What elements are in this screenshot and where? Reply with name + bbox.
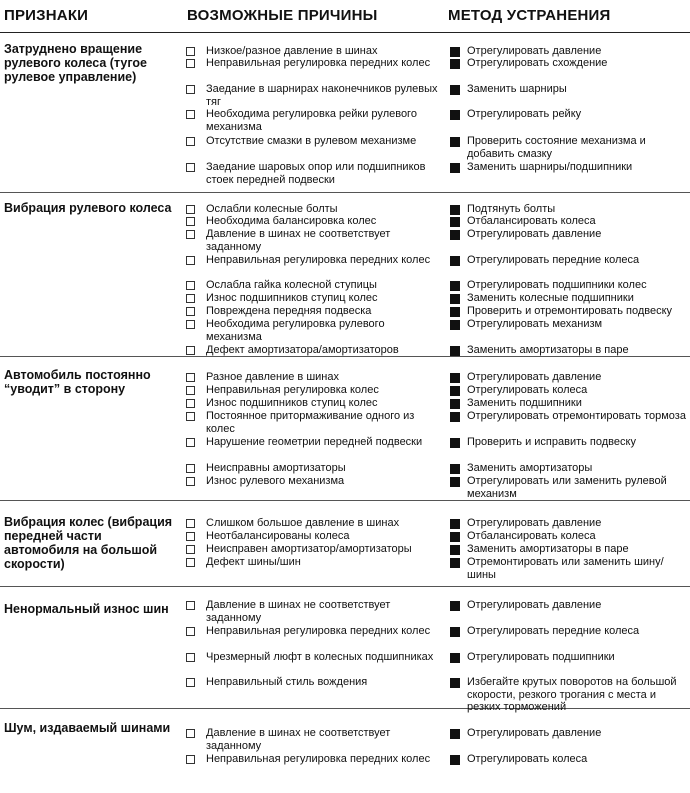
remedy-text: Отрегулировать рейку [467,108,582,120]
cause-checkbox [186,464,195,473]
cause-text: Неправильный стиль вождения [206,676,368,688]
cause-text: Неправильная регулировка передних колес [206,753,431,765]
remedy-text: Отрегулировать колеса [467,753,588,765]
cause-text: Разное давление в шинах [206,371,339,383]
symptom-title: Вибрация колес (вибрация передней части автомобиля на большой скорости) [4,515,173,571]
cause-text: Отсутствие смазки в рулевом механизме [206,135,417,147]
remedy-text: Заменить подшипники [467,397,582,409]
symptom-title: Шум, издаваемый шинами [4,721,171,735]
cause-text: Постоянное притормаживание одного из колес [206,410,415,435]
section [0,587,690,713]
remedy-bullet [450,464,460,474]
remedy-text: Отрегулировать передние колеса [467,254,640,266]
remedy-bullet [450,477,460,487]
remedy-text: Отрегулировать давление [467,517,602,529]
cause-checkbox [186,205,195,214]
symptom-title: Затруднено вращение рулевого колеса (тугое рулевое управление) [4,42,147,84]
cause-text: Необходима регулировка рейки рулевого механизма [206,108,417,133]
cause-checkbox [186,601,195,610]
symptom-title: Автомобиль постоянно “уводит” в сторону [4,368,151,396]
symptom-title: Ненормальный износ шин [4,602,169,616]
remedy-bullet [450,373,460,383]
cause-text: Чрезмерный люфт в колесных подшипниках [206,651,434,663]
remedy-text: Заменить амортизаторы в паре [467,543,629,555]
remedy-text: Отбалансировать колеса [467,215,596,227]
cause-checkbox [186,558,195,567]
cause-text: Неисправен амортизатор/амортизаторы [206,543,412,555]
cause-checkbox [186,627,195,636]
remedy-text: Отрегулировать колеса [467,384,588,396]
cause-checkbox [186,519,195,528]
section [0,357,690,501]
remedy-text: Отрегулировать или заменить рулевой механизм [467,475,667,500]
remedy-bullet [450,59,460,69]
remedy-text: Отбалансировать колеса [467,530,596,542]
remedy-text: Отрегулировать давление [467,727,602,739]
cause-text: Давление в шинах не соответствует заданному [206,228,391,253]
section [0,193,690,357]
cause-checkbox [186,294,195,303]
remedy-text: Заменить шарниры [467,83,567,95]
remedy-text: Отрегулировать отремонтировать тормоза [467,410,686,422]
cause-checkbox [186,281,195,290]
cause-text: Неисправны амортизаторы [206,462,346,474]
remedy-text: Отрегулировать подшипники [467,651,615,663]
remedy-text: Проверить и отремонтировать подвеску [467,305,673,317]
cause-checkbox [186,729,195,738]
section [0,33,690,193]
remedy-bullet [450,346,460,356]
remedy-bullet [450,601,460,611]
remedy-bullet [450,438,460,448]
remedy-text: Отрегулировать давление [467,45,602,57]
table-header [0,0,690,33]
cause-checkbox [186,755,195,764]
cause-checkbox [186,217,195,226]
cause-text: Слишком большое давление в шинах [206,517,400,529]
remedy-text: Отрегулировать давление [467,371,602,383]
remedy-text: Отрегулировать передние колеса [467,625,640,637]
cause-checkbox [186,230,195,239]
cause-text: Неправильная регулировка передних колес [206,254,431,266]
cause-checkbox [186,256,195,265]
remedy-bullet [450,47,460,57]
remedy-bullet [450,399,460,409]
remedy-text: Отрегулировать подшипники колес [467,279,647,291]
cause-checkbox [186,386,195,395]
cause-text: Ослабла гайка колесной ступицы [206,279,377,291]
remedy-text: Отрегулировать схождение [467,57,608,69]
remedy-bullet [450,729,460,739]
remedy-bullet [450,678,460,688]
cause-text: Повреждена передняя подвеска [206,305,372,317]
cause-text: Ослабли колесные болты [206,203,338,215]
remedy-text: Заменить амортизаторы в паре [467,344,629,356]
cause-checkbox [186,532,195,541]
remedy-text: Отрегулировать механизм [467,318,603,330]
section [0,709,690,793]
cause-checkbox [186,438,195,447]
remedy-bullet [450,294,460,304]
cause-text: Износ подшипников ступиц колес [206,397,378,409]
cause-checkbox [186,545,195,554]
cause-checkbox [186,137,195,146]
remedy-text: Подтянуть болты [467,203,556,215]
cause-checkbox [186,412,195,421]
remedy-bullet [450,217,460,227]
remedy-bullet [450,519,460,529]
remedy-bullet [450,627,460,637]
cause-checkbox [186,163,195,172]
cause-checkbox [186,47,195,56]
remedy-text: Отрегулировать давление [467,228,602,240]
remedy-bullet [450,205,460,215]
symptom-title: Вибрация рулевого колеса [4,201,172,215]
cause-text: Нарушение геометрии передней подвески [206,436,423,448]
remedy-text: Заменить шарниры/подшипники [467,161,633,173]
remedy-bullet [450,281,460,291]
cause-checkbox [186,399,195,408]
cause-text: Заедание шаровых опор или подшипников стоек передней подвески [206,161,426,186]
cause-text: Необходима балансировка колес [206,215,377,227]
remedy-bullet [450,755,460,765]
remedy-bullet [450,320,460,330]
remedy-bullet [450,412,460,422]
remedy-bullet [450,558,460,568]
cause-text: Неправильная регулировка передних колес [206,57,431,69]
remedy-bullet [450,545,460,555]
remedy-text: Проверить и исправить подвеску [467,436,636,448]
cause-checkbox [186,477,195,486]
remedy-bullet [450,110,460,120]
remedy-bullet [450,85,460,95]
section [0,501,690,587]
cause-checkbox [186,110,195,119]
remedy-bullet [450,163,460,173]
cause-checkbox [186,346,195,355]
remedy-bullet [450,386,460,396]
cause-text: Дефект шины/шин [206,556,301,568]
cause-checkbox [186,678,195,687]
remedy-bullet [450,137,460,147]
remedy-bullet [450,230,460,240]
cause-text: Низкое/разное давление в шинах [206,45,378,57]
cause-checkbox [186,653,195,662]
remedy-bullet [450,653,460,663]
cause-text: Давление в шинах не соответствует заданному [206,599,391,624]
cause-checkbox [186,307,195,316]
remedy-bullet [450,256,460,266]
remedy-text: Отрегулировать давление [467,599,602,611]
cause-text: Неправильная регулировка колес [206,384,379,396]
cause-text: Неотбалансированы колеса [206,530,350,542]
remedy-text: Заменить колесные подшипники [467,292,634,304]
remedy-bullet [450,307,460,317]
remedy-text: Отремонтировать или заменить шину/шины [467,556,664,581]
remedy-bullet [450,532,460,542]
cause-text: Износ рулевого механизма [206,475,345,487]
cause-checkbox [186,85,195,94]
remedy-text: Заменить амортизаторы [467,462,593,474]
cause-checkbox [186,59,195,68]
cause-text: Заедание в шарнирах наконечников рулевых тяг [206,83,438,108]
cause-text: Давление в шинах не соответствует заданному [206,727,391,752]
cause-text: Неправильная регулировка передних колес [206,625,431,637]
cause-checkbox [186,320,195,329]
cause-text: Необходима регулировка рулевого механизма [206,318,385,343]
header-symptoms: ПРИЗНАКИ [4,7,89,24]
remedy-text: Избегайте крутых поворотов на большой скорости, резкого трогания с места и резких торможений [467,676,677,713]
header-causes: ВОЗМОЖНЫЕ ПРИЧИНЫ [187,7,378,24]
remedy-text: Проверить состояние механизма и добавить смазку [467,135,646,160]
header-remedies: МЕТОД УСТРАНЕНИЯ [448,7,611,24]
cause-checkbox [186,373,195,382]
cause-text: Дефект амортизатора/амортизаторов [206,344,399,356]
cause-text: Износ подшипников ступиц колес [206,292,378,304]
